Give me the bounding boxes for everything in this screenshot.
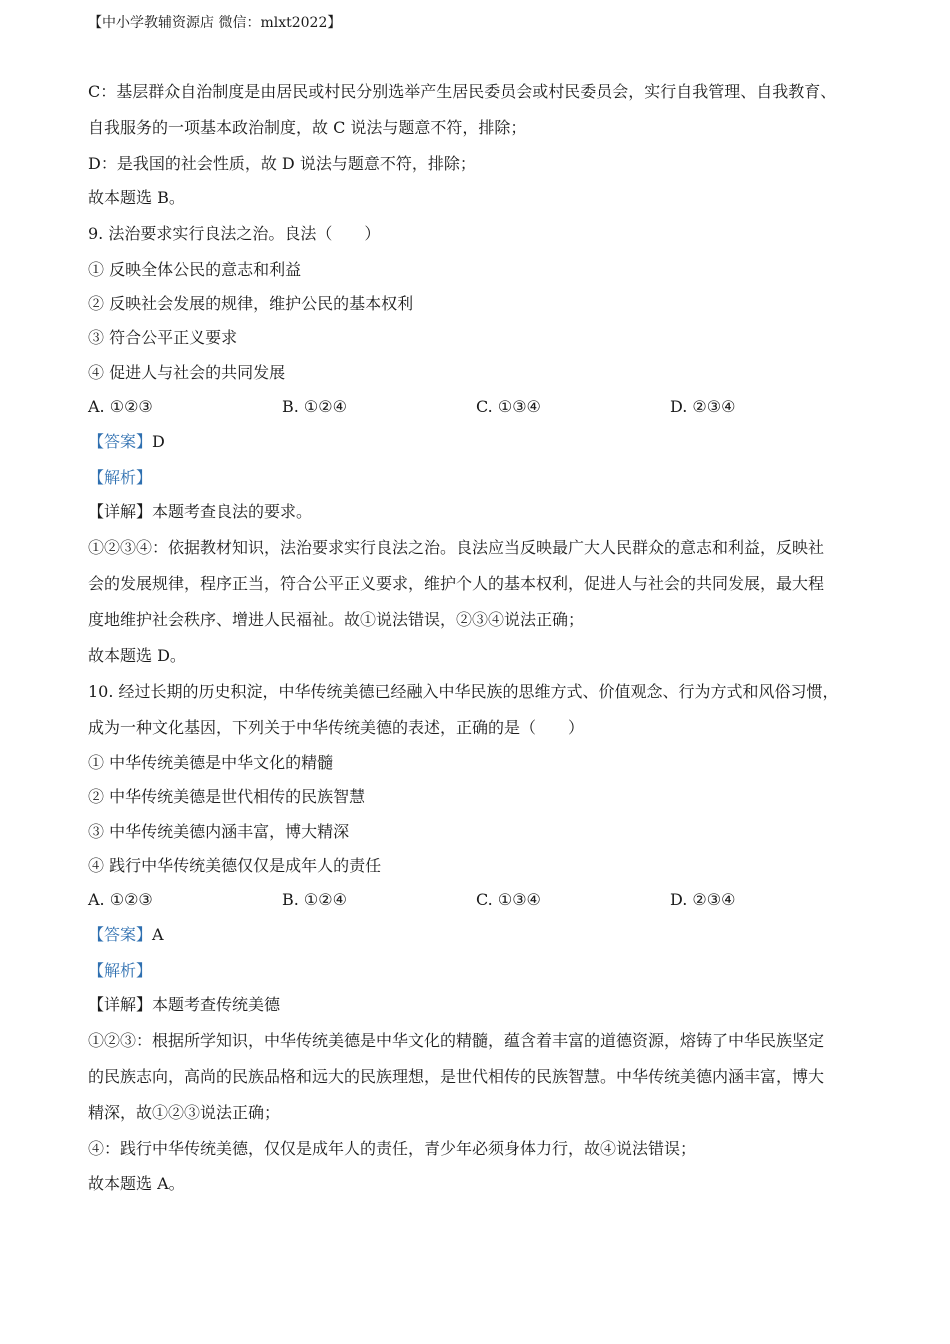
q9-detail-line2: 会的发展规律，程序正当，符合公平正义要求，维护个人的基本权利，促进人与社会的共同发展，最大程 [88, 574, 825, 593]
q9-answer-tag: 【答案】 [88, 432, 153, 451]
q10-option-a: A. ①②③ [88, 890, 153, 909]
q10-detail-line2: 的民族志向，高尚的民族品格和远大的民族理想，是世代相传的民族智慧。中华传统美德内涵丰富，博大 [88, 1067, 825, 1086]
q10-analysis-tag: 【解析】 [88, 961, 153, 980]
prev-option-d-explanation: D：是我国的社会性质，故 D 说法与题意不符，排除； [88, 154, 476, 173]
q10-stem-line2: 成为一种文化基因，下列关于中华传统美德的表述，正确的是（ ） [88, 718, 585, 737]
prev-option-c-explanation-line2: 自我服务的一项基本政治制度，故 C 说法与题意不符，排除； [88, 118, 527, 137]
q9-detail-line1: ①②③④：依据教材知识，法治要求实行良法之治。良法应当反映最广大人民群众的意志和利益，反映社 [88, 538, 825, 557]
prev-option-c-explanation-line1: C：基层群众自治制度是由居民或村民分别选举产生居民委员会或村民委员会，实行自我管理、自我教育、 [88, 82, 837, 101]
q10-conclusion: 故本题选 A。 [88, 1174, 185, 1193]
q10-item-1: ① 中华传统美德是中华文化的精髓 [88, 753, 334, 772]
q10-answer-tag: 【答案】 [88, 925, 153, 944]
q9-detail-intro: 本题考查良法的要求。 [152, 502, 313, 521]
q9-item-3: ③ 符合公平正义要求 [88, 328, 238, 347]
q10-detail-tag: 【详解】 [88, 995, 153, 1014]
q10-stem-line1: 10. 经过长期的历史积淀，中华传统美德已经融入中华民族的思维方式、价值观念、行为方式和风俗习惯， [88, 682, 839, 701]
q10-option-d: D. ②③④ [670, 890, 736, 909]
q9-answer-value: D [152, 432, 165, 451]
q9-answer [88, 432, 165, 452]
q9-stem: 9. 法治要求实行良法之治。良法（ ） [88, 224, 381, 243]
q9-item-4: ④ 促进人与社会的共同发展 [88, 363, 286, 382]
q10-detail-line4: ④：践行中华传统美德，仅仅是成年人的责任，青少年必须身体力行，故④说法错误； [88, 1139, 697, 1158]
page-header: 【中小学教辅资源店 微信：mlxt2022】 [88, 15, 342, 31]
q9-option-a: A. ①②③ [88, 397, 153, 416]
q10-detail-intro: 本题考查传统美德 [152, 995, 281, 1014]
q9-conclusion: 故本题选 D。 [88, 646, 186, 665]
q10-option-c: C. ①③④ [476, 890, 541, 909]
q9-option-d: D. ②③④ [670, 397, 736, 416]
q10-item-3: ③ 中华传统美德内涵丰富，博大精深 [88, 822, 350, 841]
q9-option-b: B. ①②④ [282, 397, 347, 416]
q10-option-b: B. ①②④ [282, 890, 347, 909]
q10-detail-line3: 精深，故①②③说法正确； [88, 1103, 281, 1122]
q9-detail-line3: 度地维护社会秩序、增进人民福祉。故①说法错误，②③④说法正确； [88, 610, 585, 629]
q10-answer-value: A [152, 925, 164, 944]
q9-option-c: C. ①③④ [476, 397, 541, 416]
q10-item-2: ② 中华传统美德是世代相传的民族智慧 [88, 787, 366, 806]
q9-item-1: ① 反映全体公民的意志和利益 [88, 260, 302, 279]
q10-detail [88, 995, 280, 1015]
q9-analysis-tag: 【解析】 [88, 468, 153, 487]
q10-answer [88, 925, 164, 945]
prev-conclusion: 故本题选 B。 [88, 188, 185, 207]
q10-detail-line1: ①②③：根据所学知识，中华传统美德是中华文化的精髓，蕴含着丰富的道德资源，熔铸了中华民族坚定 [88, 1031, 825, 1050]
q9-detail-tag: 【详解】 [88, 502, 153, 521]
q9-item-2: ② 反映社会发展的规律，维护公民的基本权利 [88, 294, 414, 313]
q9-detail [88, 502, 312, 522]
q10-item-4: ④ 践行中华传统美德仅仅是成年人的责任 [88, 856, 382, 875]
